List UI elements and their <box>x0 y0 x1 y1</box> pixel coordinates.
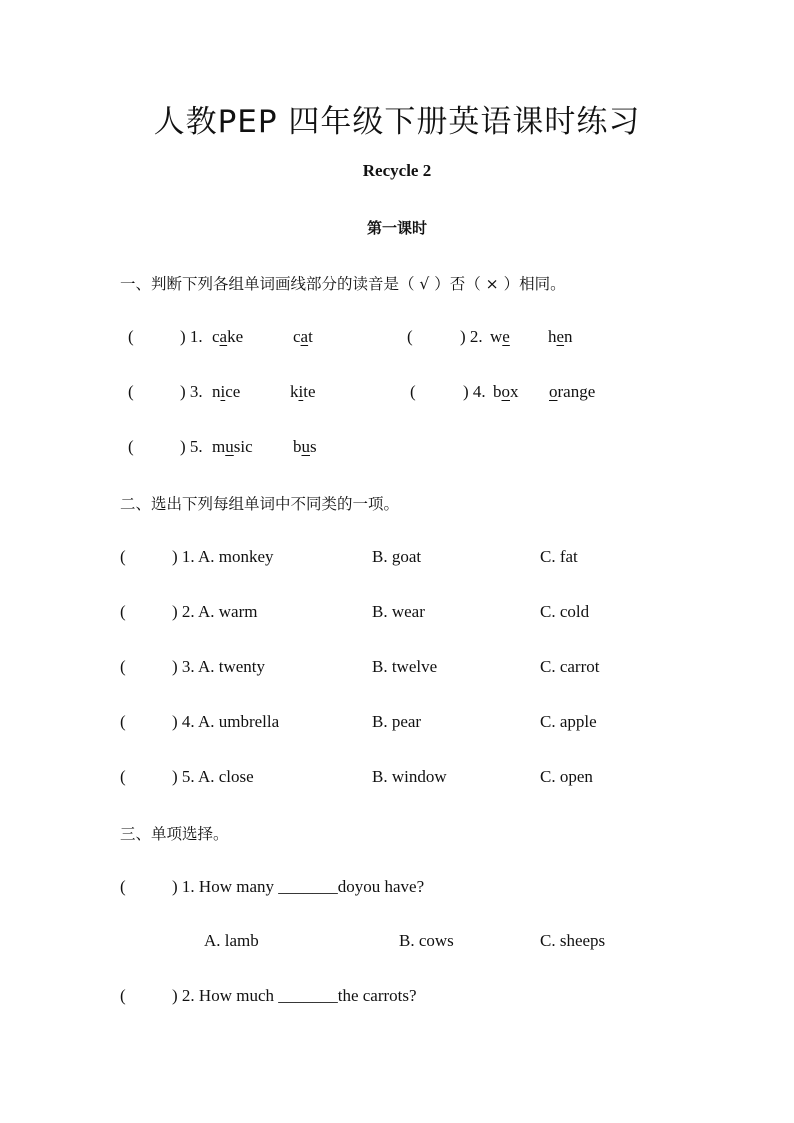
s3-q2-bracket: ( <box>120 986 126 1005</box>
s1-item4-bracket: ( <box>410 382 416 401</box>
word-part: m <box>212 437 226 456</box>
underlined-letter: i <box>298 382 304 401</box>
s2-row4-option-b: B. pear <box>372 712 422 731</box>
s2-row2-option-a: ) 2. A. warm <box>172 602 258 621</box>
word-part: te <box>303 382 316 401</box>
s1-item2-number: ) 2. <box>460 327 483 346</box>
s1-item1-word1 <box>212 327 243 347</box>
lesson-label: 第一课时 <box>366 219 427 237</box>
word-part: h <box>548 327 557 346</box>
word-part: c <box>293 327 301 346</box>
word-part: ce <box>225 382 241 401</box>
s1-item3-bracket: ( <box>128 382 134 401</box>
word-part: x <box>510 382 519 401</box>
s3-q1-text: ) 1. How many _______doyou have? <box>172 877 425 896</box>
s2-row3-bracket: ( <box>120 657 126 676</box>
s3-q2-text: ) 2. How much _______the carrots? <box>172 986 417 1005</box>
s1-item3-number: ) 3. <box>180 382 203 401</box>
s1-item5-bracket: ( <box>128 437 134 456</box>
s1-item4-word1 <box>493 382 519 402</box>
s1-item3-word2 <box>290 382 316 402</box>
unit-subtitle: Recycle 2 <box>362 161 432 180</box>
word-part: k <box>290 382 299 401</box>
s2-row3-option-a: ) 3. A. twenty <box>172 657 266 676</box>
underlined-letter: e <box>556 327 565 346</box>
s2-row2-option-b: B. wear <box>372 602 425 621</box>
s3-q1-option-c: C. sheeps <box>540 931 606 950</box>
s2-row3-option-b: B. twelve <box>372 657 438 676</box>
underlined-letter: a <box>219 327 228 346</box>
s1-item4-word2 <box>549 382 595 402</box>
s2-row1-option-c: C. fat <box>540 547 578 566</box>
s2-row4-bracket: ( <box>120 712 126 731</box>
section3-heading: 三、单项选择。 <box>120 825 229 843</box>
underlined-letter: a <box>300 327 309 346</box>
s1-item3-word1 <box>212 382 240 402</box>
underlined-letter: i <box>220 382 226 401</box>
s2-row4-option-c: C. apple <box>540 712 597 731</box>
word-part: w <box>490 327 503 346</box>
s2-row2-bracket: ( <box>120 602 126 621</box>
s3-q1-option-a: A. lamb <box>204 931 259 950</box>
s1-item2-word1 <box>490 327 510 347</box>
page-title: 人教PEP 四年级下册英语课时练习 <box>153 104 641 140</box>
word-part: ke <box>227 327 244 346</box>
s3-q1-bracket: ( <box>120 877 126 896</box>
word-part: b <box>293 437 302 456</box>
s2-row2-option-c: C. cold <box>540 602 590 621</box>
underlined-letter: u <box>225 437 234 456</box>
word-part: c <box>212 327 220 346</box>
s1-item1-bracket: ( <box>128 327 134 346</box>
s1-item2-bracket: ( <box>407 327 413 346</box>
word-part: n <box>564 327 573 346</box>
s1-item1-word2 <box>293 327 313 347</box>
s2-row5-option-b: B. window <box>372 767 447 786</box>
s3-q1-option-b: B. cows <box>399 931 454 950</box>
word-part: t <box>308 327 313 346</box>
s2-row4-option-a: ) 4. A. umbrella <box>172 712 280 731</box>
s1-item1-number: ) 1. <box>180 327 203 346</box>
s1-item5-word2 <box>293 437 317 457</box>
s1-item5-word1 <box>212 437 253 457</box>
word-part: sic <box>233 437 253 456</box>
s1-item5-number: ) 5. <box>180 437 203 456</box>
word-part: b <box>493 382 502 401</box>
word-part: s <box>310 437 317 456</box>
word-part: n <box>212 382 221 401</box>
s2-row3-option-c: C. carrot <box>540 657 600 676</box>
s2-row5-option-a: ) 5. A. close <box>172 767 254 786</box>
underlined-letter: o <box>501 382 510 401</box>
underlined-letter: u <box>301 437 310 456</box>
underlined-letter: e <box>502 327 510 346</box>
s2-row1-option-b: B. goat <box>372 547 422 566</box>
s2-row1-bracket: ( <box>120 547 126 566</box>
section1-heading: 一、判断下列各组单词画线部分的读音是（ √ ）否（ × ）相同。 <box>120 275 566 293</box>
s1-item4-number: ) 4. <box>463 382 486 401</box>
s2-row5-option-c: C. open <box>540 767 593 786</box>
underlined-letter: o <box>549 382 558 401</box>
word-part: range <box>557 382 596 401</box>
s2-row5-bracket: ( <box>120 767 126 786</box>
s2-row1-option-a: ) 1. A. monkey <box>172 547 274 566</box>
s1-item2-word2 <box>548 327 573 347</box>
section2-heading: 二、选出下列每组单词中不同类的一项。 <box>120 495 400 513</box>
